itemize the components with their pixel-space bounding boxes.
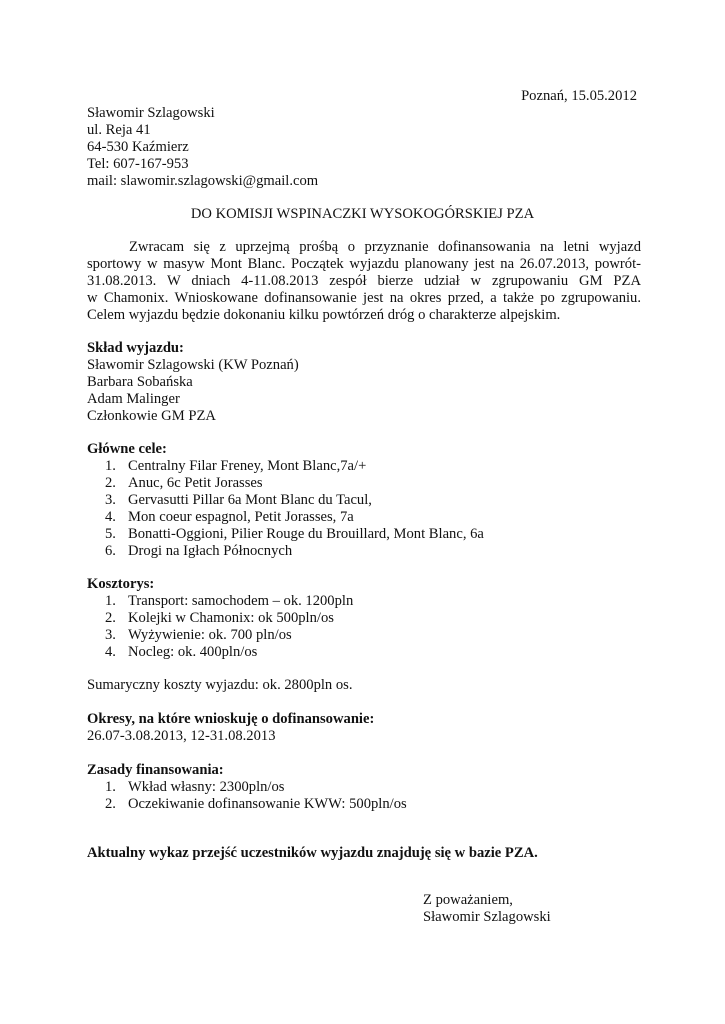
goal-number: 3. — [105, 492, 116, 508]
cost-number: 3. — [105, 627, 116, 643]
team-member: Sławomir Szlagowski (KW Poznań) — [87, 357, 299, 373]
team-member: Barbara Sobańska — [87, 374, 193, 390]
goal-text: Centralny Filar Freney, Mont Blanc,7a/+ — [128, 458, 367, 474]
goal-text: Mon coeur espagnol, Petit Jorasses, 7a — [128, 509, 354, 525]
funding-item — [87, 796, 407, 813]
goal-item — [87, 526, 484, 543]
goal-item — [87, 458, 484, 475]
goal-text: Bonatti-Oggioni, Pilier Rouge du Brouillard, Mont Blanc, 6a — [128, 526, 484, 542]
goal-number: 4. — [105, 509, 116, 525]
body-line: Zwracam się z uprzejmą prośbą o przyznanie dofinansowania na letni wyjazd — [129, 239, 641, 255]
cost-text: Transport: samochodem – ok. 1200pln — [128, 593, 354, 609]
body-paragraph — [87, 239, 641, 324]
cost-number: 4. — [105, 644, 116, 660]
cost-item — [87, 593, 353, 610]
funding-text: Oczekiwanie dofinansowanie KWW: 500pln/os — [128, 796, 407, 812]
cost-item — [87, 610, 353, 627]
goal-text: Drogi na Igłach Północnych — [128, 543, 293, 559]
body-line: 31.08.2013. W dniach 4-11.08.2013 zespół bierze udział w zgrupowaniu GM PZA — [87, 273, 641, 289]
goal-text: Gervasutti Pillar 6a Mont Blanc du Tacul, — [128, 492, 372, 508]
sender-email: mail: slawomir.szlagowski@gmail.com — [87, 173, 319, 189]
goals-section — [87, 441, 484, 560]
body-line: Celem wyjazdu będzie dokonaniu kilku powtórzeń dróg o charakterze alpejskim. — [87, 307, 561, 323]
costs-section — [87, 576, 353, 661]
periods-value: 26.07-3.08.2013, 12-31.08.2013 — [87, 728, 276, 744]
goals-title: Główne cele: — [87, 441, 167, 457]
total-cost: Sumaryczny koszty wyjazdu: ok. 2800pln os. — [87, 677, 353, 693]
cost-text: Nocleg: ok. 400pln/os — [128, 644, 258, 660]
body-line: sportowy w masyw Mont Blanc. Początek wyjazdu planowany jest na 26.07.2013, powrót- — [87, 256, 641, 272]
periods-title: Okresy, na które wnioskuję o dofinansowanie: — [87, 711, 375, 727]
goal-number: 2. — [105, 475, 116, 491]
goal-item — [87, 543, 484, 560]
goal-item — [87, 475, 484, 492]
closing-signature: Sławomir Szlagowski — [423, 909, 551, 925]
funding-title: Zasady finansowania: — [87, 762, 224, 778]
cost-item — [87, 644, 353, 661]
funding-item — [87, 779, 407, 796]
costs-title: Kosztorys: — [87, 576, 155, 592]
recipient-heading: DO KOMISJI WSPINACZKI WYSOKOGÓRSKIEJ PZA — [190, 206, 535, 222]
funding-number: 2. — [105, 796, 116, 812]
funding-section — [87, 762, 407, 813]
goal-number: 1. — [105, 458, 116, 474]
team-title: Skład wyjazdu: — [87, 340, 184, 356]
place-date: Poznań, 15.05.2012 — [521, 88, 637, 104]
sender-phone: Tel: 607-167-953 — [87, 156, 189, 172]
cost-item — [87, 627, 353, 644]
funding-text: Wkład własny: 2300pln/os — [128, 779, 285, 795]
body-line: w Chamonix. Wnioskowane dofinansowanie jest na okres przed, a także po zgrupowaniu. — [87, 290, 641, 306]
team-member: Członkowie GM PZA — [87, 408, 216, 424]
cost-number: 1. — [105, 593, 116, 609]
funding-number: 1. — [105, 779, 116, 795]
sender-block — [87, 105, 318, 190]
goal-text: Anuc, 6c Petit Jorasses — [128, 475, 263, 491]
sender-name: Sławomir Szlagowski — [87, 105, 215, 121]
cost-number: 2. — [105, 610, 116, 626]
closing-greeting: Z poważaniem, — [423, 892, 513, 908]
pza-note: Aktualny wykaz przejść uczestników wyjazdu znajduję się w bazie PZA. — [87, 845, 538, 861]
team-section — [87, 340, 299, 425]
team-member: Adam Malinger — [87, 391, 180, 407]
cost-text: Kolejki w Chamonix: ok 500pln/os — [128, 610, 334, 626]
sender-city: 64-530 Kaźmierz — [87, 139, 189, 155]
closing-block — [423, 892, 551, 926]
goal-number: 6. — [105, 543, 116, 559]
goal-item — [87, 509, 484, 526]
cost-text: Wyżywienie: ok. 700 pln/os — [128, 627, 292, 643]
sender-street: ul. Reja 41 — [87, 122, 151, 138]
goal-number: 5. — [105, 526, 116, 542]
goal-item — [87, 492, 484, 509]
periods-section — [87, 711, 374, 745]
